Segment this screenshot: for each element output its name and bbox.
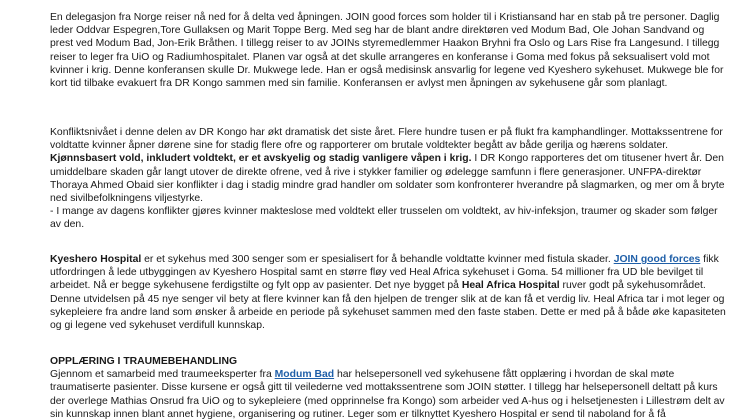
paragraph-text: Konfliktsnivået i denne delen av DR Kongo har økt dramatisk det siste året. Flere hundre tusen er på flukt fra kamphandlinger. Mottakssentrene for voldtatte kvinner åpner dørene sine for stadig flere ofre og rapporterer om brutale voldtekter begått av både gerilja og hærens soldater. bbox=[50, 127, 723, 152]
paragraph-text: I DR Kongo rapporteres det om titusener hvert år. Den umiddelbare skaden går langt utover de direkte ofrene, ved å rive i stykker familier og ødelegge samfunn i flere generasjoner. UNFPA-direktør Thoraya Ahmed Obaid sier konflikter i dag i stadig mindre grad handler om soldater som konfronterer hverandre på slagmarken, og mer om å bryte ned sivilbefolkningens viljestyrke. bbox=[50, 153, 725, 205]
modum-bad-link[interactable]: Modum Bad bbox=[274, 369, 335, 381]
paragraph-text: har helsepersonell ved sykehusene fått opplæring i hvordan de skal møte traumatiserte pasienter. Disse kursene er også gitt til veilederne ved mottakssentrene som JOIN støtter. I tillegg har helsepersonell deltatt på kurs der overlege Mathias Onsrud fra UiO og to sykepleiere (med opprinnelse fra Kongo) som arbeider ved A-hus og i helsetjenesten i Lillestrøm delt av sin kunnskap innen blant annet hygiene, organisering og rutiner. Leger som er tilknyttet Kyeshero Hospital er send til naboland for å få bbox=[50, 369, 725, 419]
paragraph-delegation bbox=[50, 11, 726, 90]
paragraph-text: ruver godt på sykehusområdet. Denne utvidelsen på 45 nye senger vil bety at flere kvinner kan få den hjelpen de trenger slik at de kan få et verdig liv. Heal Africa tar i mot leger og sykepleiere fra andre land som ønsker å arbeide en periode på sykehuset sammen med den faste staben. Dette er med på å både øke kapasiteten og gi legene ved sykehuset verdifull kunnskap. bbox=[50, 280, 726, 332]
paragraph-text: En delegasjon fra Norge reiser nå ned for å delta ved åpningen. JOIN good forces som holder til i Kristiansand har en stab på tre personer. Daglig leder Oddvar Espegren,Tore Gullaksen og Marit Toppe Berg. Med seg har de blant andre direktøren ved Modum Bad, Ole Johan Sandvand og prest ved Modum Bad, Jon-Erik Bråthen. I tillegg reiser to av JOINs styremedlemmer Haakon Bryhni fra Oslo og Lars Rise fra Langesund. I tillegg reiser to leger fra UiO og Radiumhospitalet. Planen var også at det skulle arrangeres en konferanse i Goma med fokus på seksualisert vold mot kvinner i krig. Denne konferansen skulle Dr. Mukwege lede. Han er også medisinsk ansvarlig for legene ved Kyeshero sykehuset. Mukwege ble for kort tid tilbake evakuert fra DR Kongo sammen med sin familie. Konferansen er avlyst men åpningen av sykehusene går som planlagt. bbox=[50, 12, 724, 90]
paragraph-text: fikk utfordringen å lede utbyggingen av Kyeshero Hospital samt en større fløy ved Heal Africa sykehuset i Goma. 54 millioner fra UD ble bevilget til arbeidet. Nå er begge sykehusene ferdigstilte og fylt opp av pasienter. Det nye bygget på bbox=[50, 254, 719, 292]
paragraph-hospital bbox=[50, 253, 726, 332]
bold-statement: Kjønnsbasert vold, inkludert voldtekt, er et avskyelig og stadig vanligere våpen i krig. bbox=[50, 153, 472, 165]
paragraph-text: - I mange av dagens konflikter gjøres kvinner makteslose med voldtekt eller trusselen om voldtekt, av hiv-infeksjon, traumer og skader som følger av den. bbox=[50, 206, 718, 231]
paragraph-text: Gjennom et samarbeid med traumeeksperter fra bbox=[50, 369, 275, 381]
paragraph-text: er et sykehus med 300 senger som er spesialisert for å behandle voldtatte kvinner med fistula skader. bbox=[141, 254, 614, 265]
paragraph-conflict bbox=[50, 126, 726, 232]
heal-africa-hospital-name: Heal Africa Hospital bbox=[461, 280, 560, 292]
paragraph-training bbox=[50, 355, 726, 419]
section-heading: OPPLÆRING I TRAUMEBEHANDLING bbox=[50, 356, 238, 367]
join-good-forces-link[interactable]: JOIN good forces bbox=[613, 254, 701, 265]
hospital-name: Kyeshero Hospital bbox=[50, 254, 142, 265]
